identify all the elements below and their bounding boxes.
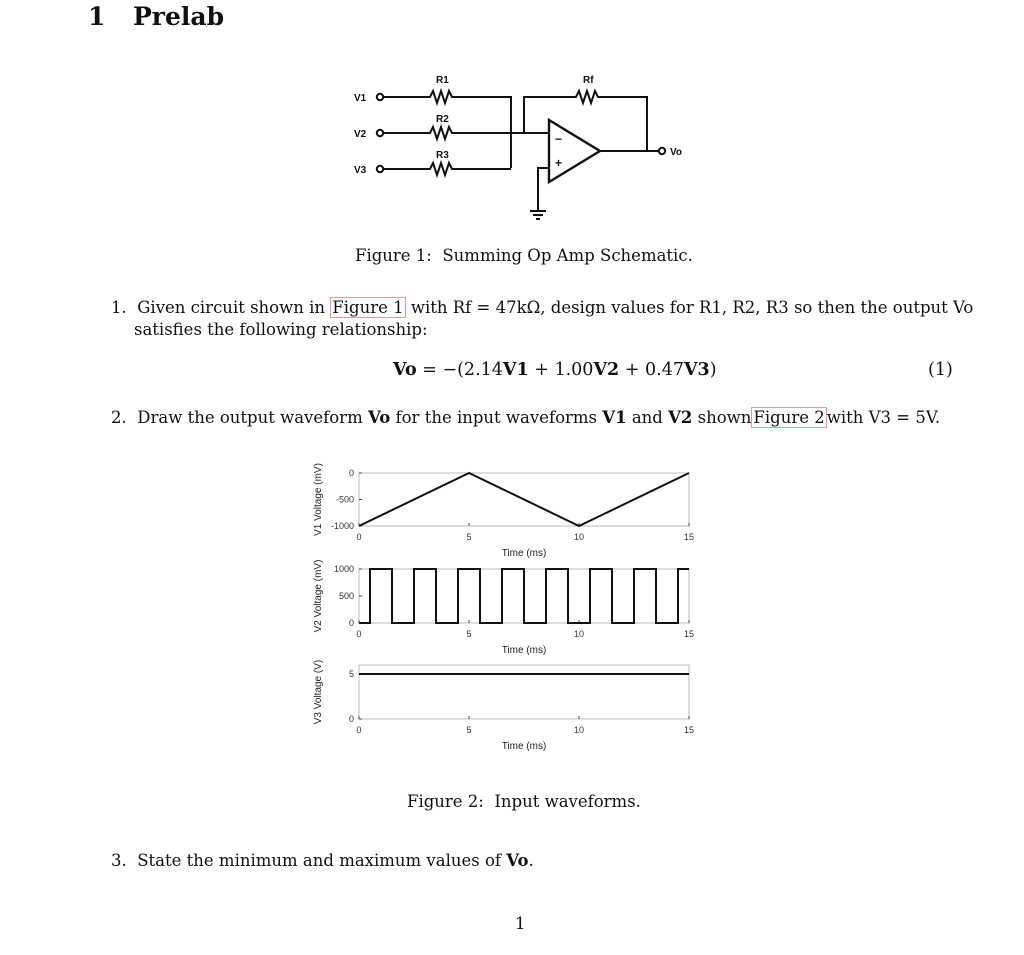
summing-op-amp-schematic (340, 68, 700, 228)
item-2-text-post: with V3 = 5V. (826, 408, 941, 427)
label-plus: + (555, 156, 563, 170)
section-title: Prelab (133, 2, 225, 31)
label-minus: − (555, 132, 563, 146)
v2-ytick-label: 500 (338, 591, 354, 601)
eq-v1: V1 (502, 360, 529, 380)
v2-xtick-label: 15 (683, 629, 695, 639)
eq-part-1: = −(2.14 (416, 360, 503, 380)
eq-vo: Vo (393, 360, 417, 380)
item-3-vo: Vo (506, 851, 529, 870)
item-2-and: and (631, 408, 663, 427)
eq-part-3: + 0.47 (619, 360, 684, 380)
eq-v2: V2 (593, 360, 620, 380)
section-number: 1 (88, 2, 106, 31)
v1-xtick-label: 0 (356, 532, 362, 542)
eq-part-2: + 1.00 (528, 360, 594, 380)
label-v2: V2 (354, 129, 367, 140)
v1-xtick-label: 5 (466, 532, 472, 542)
v1-ytick-label: -500 (335, 494, 354, 505)
figure1-caption-text: Summing Op Amp Schematic. (442, 246, 693, 265)
v1-xlabel: Time (ms) (501, 548, 547, 559)
figure2-link[interactable]: Figure 2 (753, 408, 825, 427)
input-waveforms-chart (300, 450, 720, 760)
item-3-text: State the minimum and maximum values of (137, 851, 501, 870)
v3-xtick-label: 5 (466, 725, 472, 735)
v2-xtick-label: 5 (466, 629, 472, 639)
figure1-caption (355, 246, 693, 265)
figure2-caption-text: Input waveforms. (494, 792, 641, 811)
label-vo: Vo (670, 147, 683, 158)
item-1-number: 1. (111, 298, 127, 317)
v2-xlabel: Time (ms) (501, 645, 547, 656)
page-number: 1 (515, 914, 526, 933)
v3-xlabel: Time (ms) (501, 741, 547, 752)
item-2-v2: V2 (668, 408, 693, 427)
figure2-caption-prefix: Figure 2: (407, 792, 484, 811)
vo-terminal (659, 148, 665, 154)
v3-ylabel: V3 Voltage (V) (313, 659, 324, 725)
v3-ytick-label: 0 (348, 714, 354, 724)
item-3-number: 3. (111, 851, 127, 870)
item-1-line-2: satisfies the following relationship: (134, 320, 428, 339)
v1-ytick-label: -1000 (330, 521, 354, 531)
label-rf: Rf (583, 75, 594, 86)
v2-ylabel: V2 Voltage (mV) (313, 559, 324, 633)
label-v1: V1 (354, 93, 367, 104)
ground-wire (538, 168, 549, 211)
figure1-caption-prefix: Figure 1: (355, 246, 432, 265)
v1-terminal (377, 94, 383, 100)
v3-xtick-label: 0 (356, 725, 362, 735)
v3-terminal (377, 166, 383, 172)
label-r1: R1 (436, 75, 449, 86)
v3-xtick-label: 10 (573, 725, 585, 735)
figure1-link[interactable]: Figure 1 (332, 298, 404, 317)
v1-xtick-label: 15 (683, 532, 695, 542)
item-3-period: . (528, 851, 534, 870)
label-r2: R2 (436, 114, 449, 125)
v2-ytick-label: 1000 (333, 564, 354, 574)
v3-xtick-label: 15 (683, 725, 695, 735)
label-v3: V3 (354, 165, 367, 176)
op-amp-triangle (549, 120, 600, 182)
v1-ytick-label: 0 (348, 468, 354, 478)
item-2-text-mid: for the input waveforms (395, 408, 598, 427)
equation-number: (1) (928, 360, 953, 380)
item-2-v1: V1 (602, 408, 627, 427)
figure2-caption (407, 792, 641, 811)
v1-ylabel: V1 Voltage (mV) (313, 463, 324, 536)
label-r3: R3 (436, 150, 449, 161)
item-2-shown: shown (697, 408, 752, 427)
eq-close: ) (709, 360, 717, 380)
v2-ytick-label: 0 (348, 618, 354, 628)
v2-terminal (377, 130, 383, 136)
ground-symbol (530, 211, 546, 219)
item-1-text-post: with Rf = 47kΩ, design values for R1, R2, R3 so then the output Vo (410, 298, 974, 317)
v1-xtick-label: 10 (573, 532, 585, 542)
item-1 (111, 297, 973, 319)
equation-1 (393, 359, 717, 381)
item-2-number: 2. (111, 408, 127, 427)
v2-xtick-label: 10 (573, 629, 585, 639)
v2-xtick-label: 0 (356, 629, 362, 639)
r3-resistor-wire (383, 163, 511, 175)
item-3 (111, 850, 534, 872)
item-2-vo: Vo (367, 408, 391, 427)
v3-ytick-label: 5 (348, 669, 354, 679)
item-1-text-pre: Given circuit shown in (137, 298, 326, 317)
item-2 (111, 407, 940, 429)
eq-v3: V3 (683, 360, 710, 380)
item-2-text-pre: Draw the output waveform (137, 408, 363, 427)
